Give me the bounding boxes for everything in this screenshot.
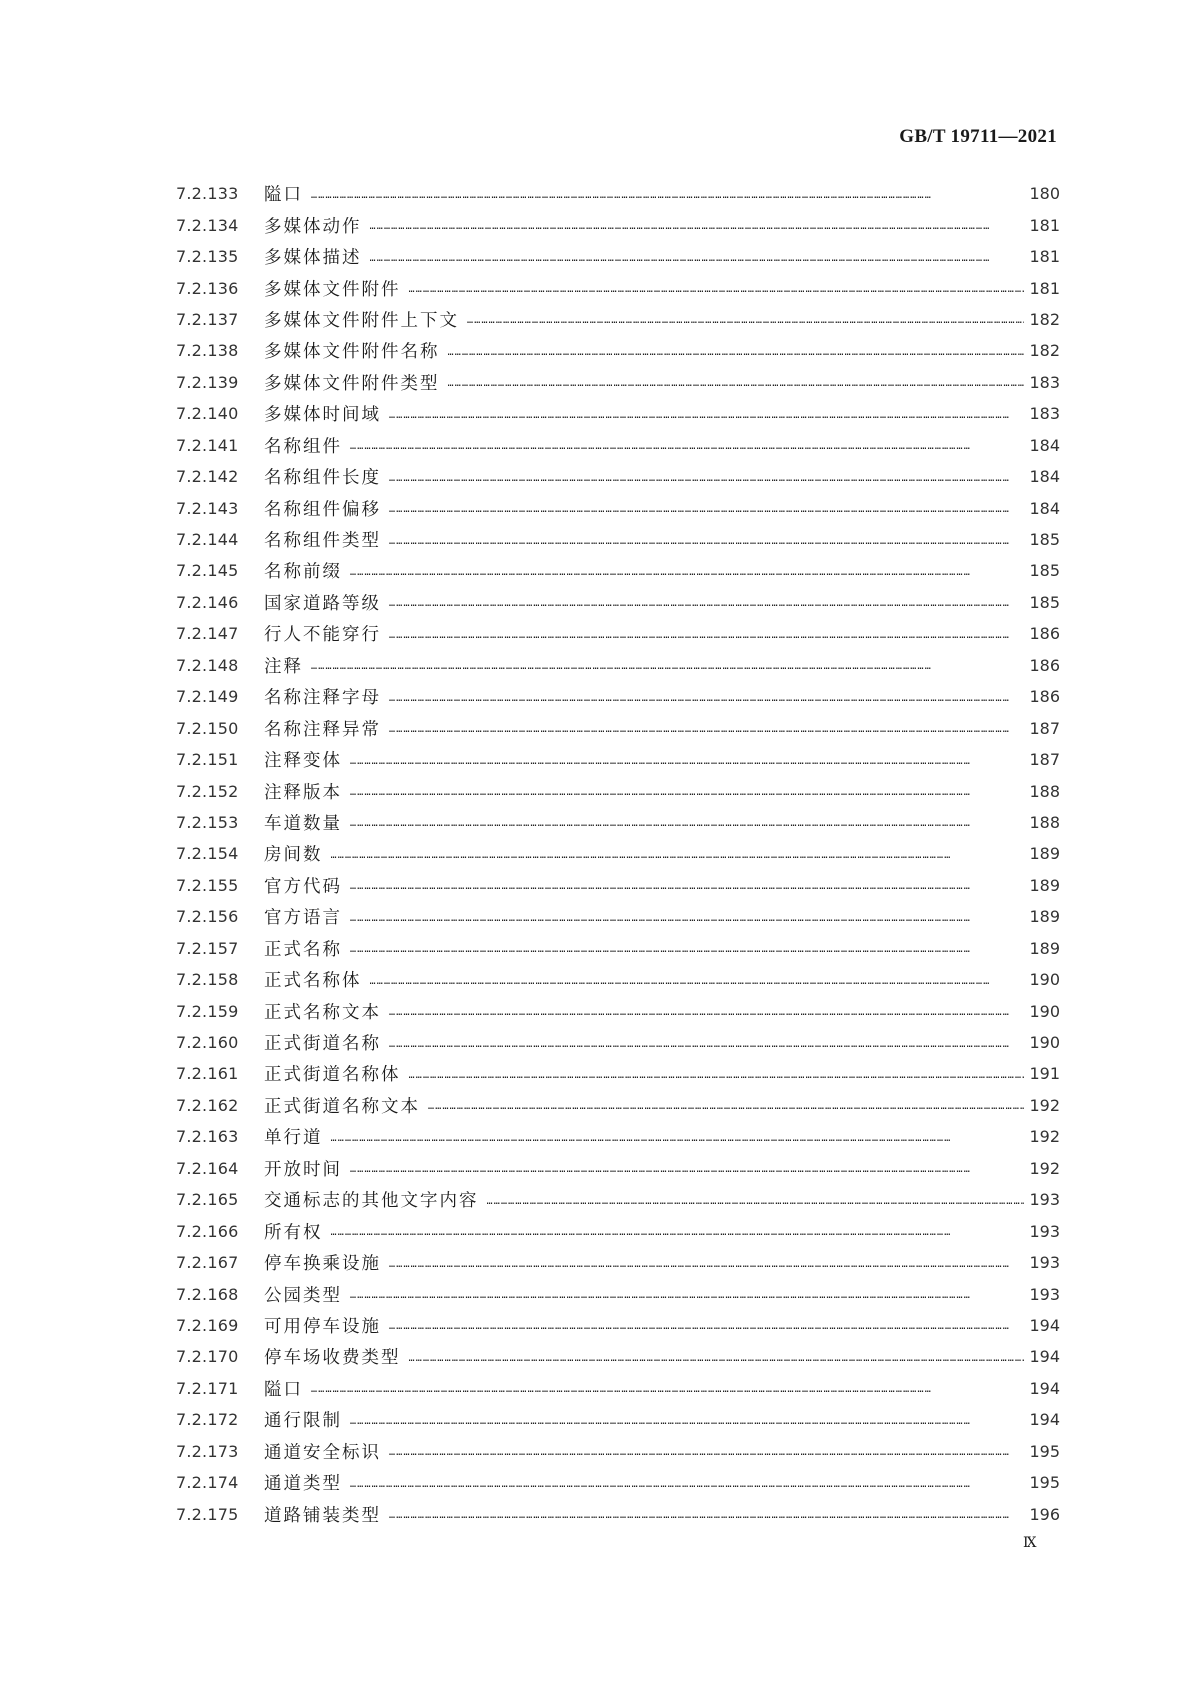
toc-entry-page: 182: [1029, 309, 1060, 329]
toc-entry-page: 182: [1029, 341, 1060, 361]
toc-entry-number: 7.2.158: [176, 970, 239, 990]
toc-entry[interactable]: [176, 367, 1060, 398]
toc-entry-number: 7.2.161: [176, 1064, 239, 1084]
toc-entry-page: 194: [1029, 1410, 1060, 1430]
toc-entry-page: 186: [1029, 687, 1060, 707]
toc-entry-number: 7.2.141: [176, 435, 239, 455]
dot-leader: [350, 914, 1024, 924]
toc-entry-number: 7.2.138: [176, 341, 239, 361]
toc-entry[interactable]: [176, 744, 1060, 775]
toc-entry[interactable]: [176, 178, 1060, 209]
dot-leader: [409, 285, 1025, 295]
toc-entry-title: 注释变体: [264, 751, 342, 772]
toc-entry-page: 185: [1029, 530, 1060, 550]
toc-entry[interactable]: [176, 555, 1060, 586]
toc-entry-title: 停车场收费类型: [264, 1348, 401, 1369]
toc-entry-title: 隘口: [264, 1379, 303, 1400]
toc-entry[interactable]: [176, 1404, 1060, 1435]
toc-entry-number: 7.2.166: [176, 1221, 239, 1241]
dot-leader: [448, 379, 1025, 389]
toc-entry-title: 注释: [264, 656, 303, 677]
dot-leader: [428, 1102, 1024, 1112]
toc-entry-number: 7.2.164: [176, 1158, 239, 1178]
toc-entry[interactable]: [176, 933, 1060, 964]
toc-entry-number: 7.2.145: [176, 561, 239, 581]
toc-entry[interactable]: [176, 1467, 1060, 1498]
toc-entry-page: 189: [1029, 907, 1060, 927]
toc-entry-number: 7.2.162: [176, 1095, 239, 1115]
toc-entry[interactable]: [176, 1153, 1060, 1184]
toc-entry-title: 交通标志的其他文字内容: [264, 1191, 479, 1212]
toc-entry-page: 192: [1029, 1127, 1060, 1147]
dot-leader: [370, 254, 1025, 264]
toc-entry-page: 190: [1029, 1001, 1060, 1021]
toc-entry-number: 7.2.136: [176, 278, 239, 298]
toc-entry[interactable]: [176, 492, 1060, 523]
toc-entry[interactable]: [176, 650, 1060, 681]
toc-entry-page: 186: [1029, 655, 1060, 675]
toc-entry-number: 7.2.139: [176, 372, 239, 392]
toc-entry-title: 正式名称体: [264, 971, 362, 992]
toc-entry-page: 181: [1029, 215, 1060, 235]
toc-entry-title: 名称组件偏移: [264, 499, 381, 520]
toc-entry-title: 通行限制: [264, 1411, 342, 1432]
toc-entry-title: 名称注释字母: [264, 688, 381, 709]
toc-entry-title: 隘口: [264, 185, 303, 206]
dot-leader: [389, 1448, 1024, 1458]
toc-entry-title: 开放时间: [264, 1159, 342, 1180]
toc-entry-title: 多媒体文件附件类型: [264, 373, 440, 394]
toc-entry[interactable]: [176, 398, 1060, 429]
dot-leader: [350, 442, 1024, 452]
toc-entry-title: 官方代码: [264, 876, 342, 897]
dot-leader: [389, 1008, 1024, 1018]
dot-leader: [389, 1322, 1024, 1332]
toc-entry-title: 名称组件类型: [264, 531, 381, 552]
toc-entry-title: 名称注释异常: [264, 719, 381, 740]
toc-entry-title: 房间数: [264, 845, 323, 866]
dot-leader: [487, 1197, 1025, 1207]
toc-entry-number: 7.2.153: [176, 812, 239, 832]
toc-entry-title: 行人不能穿行: [264, 625, 381, 646]
toc-entry[interactable]: [176, 712, 1060, 743]
dot-leader: [389, 474, 1024, 484]
toc-entry-title: 名称组件长度: [264, 468, 381, 489]
dot-leader: [350, 1165, 1024, 1175]
toc-entry[interactable]: [176, 1247, 1060, 1278]
toc-entry-page: 188: [1029, 781, 1060, 801]
toc-entry-title: 车道数量: [264, 813, 342, 834]
dot-leader: [350, 568, 1024, 578]
toc-entry[interactable]: [176, 1090, 1060, 1121]
toc-entry-number: 7.2.165: [176, 1190, 239, 1210]
toc-entry-title: 多媒体时间域: [264, 405, 381, 426]
toc-entry-page: 194: [1029, 1378, 1060, 1398]
toc-entry[interactable]: [176, 1373, 1060, 1404]
toc-entry-title: 多媒体文件附件: [264, 279, 401, 300]
toc-entry[interactable]: [176, 272, 1060, 303]
toc-entry-page: 184: [1029, 467, 1060, 487]
toc-entry[interactable]: [176, 618, 1060, 649]
toc-entry-number: 7.2.167: [176, 1253, 239, 1273]
toc-entry-page: 196: [1029, 1504, 1060, 1524]
toc-entry-number: 7.2.160: [176, 1033, 239, 1053]
dot-leader: [350, 945, 1024, 955]
toc-entry[interactable]: [176, 1341, 1060, 1372]
toc-entry-title: 正式街道名称体: [264, 1065, 401, 1086]
dot-leader: [409, 1354, 1025, 1364]
toc-entry-page: 189: [1029, 875, 1060, 895]
dot-leader: [350, 1417, 1024, 1427]
toc-entry-number: 7.2.173: [176, 1441, 239, 1461]
toc-entry-number: 7.2.172: [176, 1410, 239, 1430]
toc-entry-number: 7.2.146: [176, 592, 239, 612]
toc-entry-page: 181: [1029, 278, 1060, 298]
toc-entry-number: 7.2.148: [176, 655, 239, 675]
toc-entry-title: 正式名称: [264, 939, 342, 960]
toc-entry-number: 7.2.137: [176, 309, 239, 329]
toc-entry[interactable]: [176, 524, 1060, 555]
toc-entry-page: 184: [1029, 498, 1060, 518]
table-of-contents: [176, 178, 1060, 1530]
toc-entry-title: 通道类型: [264, 1474, 342, 1495]
dot-leader: [448, 348, 1025, 358]
toc-entry-title: 正式街道名称: [264, 1034, 381, 1055]
dot-leader: [311, 191, 1024, 201]
toc-entry-page: 186: [1029, 624, 1060, 644]
toc-entry-page: 190: [1029, 1033, 1060, 1053]
toc-entry[interactable]: [176, 461, 1060, 492]
dot-leader: [350, 882, 1024, 892]
toc-entry-page: 187: [1029, 718, 1060, 738]
dot-leader: [389, 1040, 1024, 1050]
toc-entry-number: 7.2.135: [176, 247, 239, 267]
toc-entry-page: 193: [1029, 1190, 1060, 1210]
toc-entry-page: 180: [1029, 184, 1060, 204]
toc-entry-title: 公园类型: [264, 1285, 342, 1306]
dot-leader: [331, 851, 1025, 861]
dot-leader: [389, 599, 1024, 609]
dot-leader: [389, 725, 1024, 735]
toc-entry-page: 194: [1029, 1347, 1060, 1367]
toc-entry[interactable]: [176, 1310, 1060, 1341]
toc-entry-number: 7.2.143: [176, 498, 239, 518]
toc-entry[interactable]: [176, 964, 1060, 995]
toc-entry-title: 多媒体文件附件上下文: [264, 310, 459, 331]
toc-entry-number: 7.2.156: [176, 907, 239, 927]
dot-leader: [370, 977, 1025, 987]
dot-leader: [311, 662, 1024, 672]
toc-entry[interactable]: [176, 1436, 1060, 1467]
dot-leader: [389, 537, 1024, 547]
toc-entry[interactable]: [176, 304, 1060, 335]
toc-entry-page: 192: [1029, 1158, 1060, 1178]
toc-entry-number: 7.2.157: [176, 938, 239, 958]
toc-entry-page: 193: [1029, 1284, 1060, 1304]
toc-entry-number: 7.2.152: [176, 781, 239, 801]
toc-entry-title: 正式名称文本: [264, 1002, 381, 1023]
toc-entry-number: 7.2.154: [176, 844, 239, 864]
dot-leader: [350, 788, 1024, 798]
dot-leader: [409, 1071, 1025, 1081]
toc-entry[interactable]: [176, 838, 1060, 869]
toc-entry-title: 名称前缀: [264, 562, 342, 583]
toc-entry-title: 通道安全标识: [264, 1442, 381, 1463]
toc-entry-page: 195: [1029, 1473, 1060, 1493]
toc-entry[interactable]: [176, 1215, 1060, 1246]
toc-entry-title: 道路铺装类型: [264, 1505, 381, 1526]
toc-entry-number: 7.2.151: [176, 750, 239, 770]
toc-entry-page: 191: [1029, 1064, 1060, 1084]
toc-entry-number: 7.2.168: [176, 1284, 239, 1304]
dot-leader: [331, 1228, 1025, 1238]
toc-entry-title: 单行道: [264, 1128, 323, 1149]
toc-entry[interactable]: [176, 335, 1060, 366]
toc-entry-number: 7.2.142: [176, 467, 239, 487]
dot-leader: [467, 316, 1024, 326]
standard-number-header: GB/T 19711—2021: [899, 126, 1057, 147]
toc-entry-page: 183: [1029, 404, 1060, 424]
toc-entry[interactable]: [176, 209, 1060, 240]
toc-entry[interactable]: [176, 587, 1060, 618]
dot-leader: [350, 1291, 1024, 1301]
toc-entry-title: 官方语言: [264, 908, 342, 929]
page-number: Ⅸ: [1023, 1536, 1037, 1551]
dot-leader: [350, 757, 1024, 767]
toc-entry-page: 190: [1029, 970, 1060, 990]
dot-leader: [389, 1511, 1024, 1521]
toc-entry-number: 7.2.134: [176, 215, 239, 235]
toc-entry[interactable]: [176, 1278, 1060, 1309]
toc-entry-page: 195: [1029, 1441, 1060, 1461]
dot-leader: [389, 694, 1024, 704]
toc-entry-title: 多媒体描述: [264, 248, 362, 269]
toc-entry-title: 多媒体动作: [264, 216, 362, 237]
toc-entry-page: 194: [1029, 1315, 1060, 1335]
toc-entry-page: 189: [1029, 938, 1060, 958]
toc-entry-number: 7.2.170: [176, 1347, 239, 1367]
dot-leader: [370, 222, 1025, 232]
toc-entry-page: 193: [1029, 1253, 1060, 1273]
toc-entry-number: 7.2.149: [176, 687, 239, 707]
toc-entry[interactable]: [176, 1027, 1060, 1058]
toc-entry-title: 停车换乘设施: [264, 1254, 381, 1275]
toc-entry-number: 7.2.174: [176, 1473, 239, 1493]
toc-entry-number: 7.2.169: [176, 1315, 239, 1335]
toc-entry[interactable]: [176, 775, 1060, 806]
dot-leader: [331, 1134, 1025, 1144]
toc-entry-page: 183: [1029, 372, 1060, 392]
toc-entry-title: 正式街道名称文本: [264, 1096, 420, 1117]
toc-entry[interactable]: [176, 1058, 1060, 1089]
toc-entry-number: 7.2.163: [176, 1127, 239, 1147]
toc-entry[interactable]: [176, 1498, 1060, 1529]
toc-entry-title: 注释版本: [264, 782, 342, 803]
toc-entry-number: 7.2.171: [176, 1378, 239, 1398]
toc-entry-page: 193: [1029, 1221, 1060, 1241]
toc-entry-title: 所有权: [264, 1222, 323, 1243]
toc-entry-page: 184: [1029, 435, 1060, 455]
toc-entry[interactable]: [176, 430, 1060, 461]
dot-leader: [389, 411, 1024, 421]
toc-entry[interactable]: [176, 241, 1060, 272]
toc-entry-title: 可用停车设施: [264, 1316, 381, 1337]
dot-leader: [389, 631, 1024, 641]
toc-entry[interactable]: [176, 995, 1060, 1026]
dot-leader: [350, 1480, 1024, 1490]
toc-entry-number: 7.2.147: [176, 624, 239, 644]
toc-entry-page: 187: [1029, 750, 1060, 770]
toc-entry[interactable]: [176, 681, 1060, 712]
toc-entry-number: 7.2.175: [176, 1504, 239, 1524]
dot-leader: [311, 1385, 1024, 1395]
toc-entry-number: 7.2.155: [176, 875, 239, 895]
toc-entry-title: 名称组件: [264, 436, 342, 457]
toc-entry-number: 7.2.159: [176, 1001, 239, 1021]
toc-entry[interactable]: [176, 901, 1060, 932]
toc-entry-page: 189: [1029, 844, 1060, 864]
toc-entry-title: 多媒体文件附件名称: [264, 342, 440, 363]
toc-entry[interactable]: [176, 807, 1060, 838]
toc-entry-page: 181: [1029, 247, 1060, 267]
toc-entry-page: 192: [1029, 1095, 1060, 1115]
toc-entry-title: 国家道路等级: [264, 593, 381, 614]
dot-leader: [350, 819, 1024, 829]
toc-entry-number: 7.2.150: [176, 718, 239, 738]
toc-entry-number: 7.2.144: [176, 530, 239, 550]
toc-entry[interactable]: [176, 870, 1060, 901]
toc-entry[interactable]: [176, 1184, 1060, 1215]
toc-entry-page: 185: [1029, 561, 1060, 581]
toc-entry-page: 188: [1029, 812, 1060, 832]
toc-entry[interactable]: [176, 1121, 1060, 1152]
toc-entry-number: 7.2.140: [176, 404, 239, 424]
toc-entry-number: 7.2.133: [176, 184, 239, 204]
dot-leader: [389, 1260, 1024, 1270]
dot-leader: [389, 505, 1024, 515]
toc-entry-page: 185: [1029, 592, 1060, 612]
